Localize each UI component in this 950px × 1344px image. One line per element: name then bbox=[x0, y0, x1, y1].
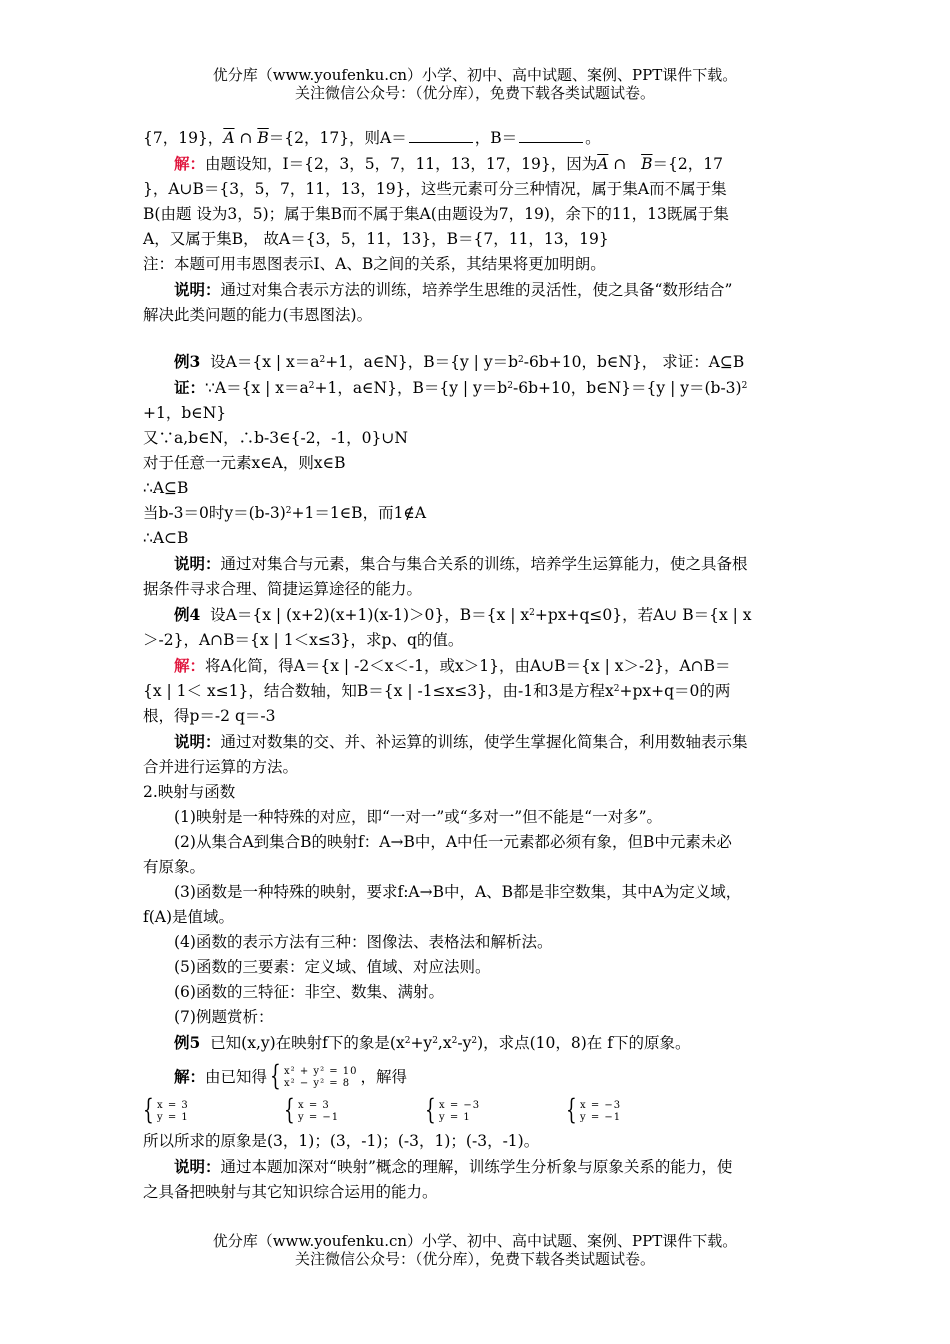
section-2-item-5: (5)函数的三要素：定义域、值域、对应法则。 bbox=[174, 958, 491, 976]
proof-label: 证： bbox=[174, 378, 206, 397]
solution-system-1: { x = 3 y = 1 bbox=[143, 1093, 189, 1126]
example-label: 例3 bbox=[174, 352, 201, 371]
ex2-solution-line-4: A，又属于集B， 故A＝{3，5，11，13}，B＝{7，11，13，19} bbox=[143, 230, 609, 248]
brace-icon: { bbox=[566, 1093, 577, 1126]
ex2-question-line: {7，19}，$\overline{A}$ ∩ $\overline{B}=\{2$，17}，则A＝ ，B＝ 。 bbox=[143, 129, 601, 147]
ex2-explanation-line-2: 解决此类问题的能力(韦恩图法)。 bbox=[143, 306, 373, 324]
section-2-item-2-cont: 有原象。 bbox=[143, 858, 206, 876]
section-2-item-1: (1)映射是一种特殊的对应，即“一对一”或“多对一”但不能是“一对多”。 bbox=[174, 808, 663, 826]
spacer bbox=[143, 328, 805, 349]
answer-blank-a bbox=[409, 128, 473, 143]
ex2-solution-line-2: }，A∪B＝{3，5，7，11，13，19}，这些元素可分三种情况，属于集A而不属于集 bbox=[143, 180, 727, 198]
ex4-solution-line-1: 解：将A化简，得A＝{x | -2＜x＜-1，或x＞1}，由A∪B＝{x | x＞-2}，A∩B＝ bbox=[174, 656, 731, 675]
brace-icon: { bbox=[425, 1093, 436, 1126]
page-header bbox=[0, 66, 950, 102]
section-2-item-7: (7)例题赏析： bbox=[174, 1008, 274, 1026]
solution-system-4: { x = −3 y = −1 bbox=[566, 1093, 622, 1126]
section-2-title: 2.映射与函数 bbox=[143, 783, 236, 801]
explanation-label: 说明： bbox=[174, 1157, 221, 1176]
section-2-item-6: (6)函数的三特征：非空、数集、满射。 bbox=[174, 983, 444, 1001]
ex3-proof-line-7: ∴A⊂B bbox=[143, 529, 189, 547]
ex3-proof-line-2: +1，b∈N} bbox=[143, 404, 227, 422]
section-2-item-4: (4)函数的表示方法有三种：图像法、表格法和解析法。 bbox=[174, 933, 553, 951]
ex5-result: 所以所求的原象是(3，1)；(3，-1)；(-3，1)；(-3，-1)。 bbox=[143, 1132, 540, 1150]
example-label: 例5 bbox=[174, 1033, 201, 1052]
ex4-solution-line-3: 根，得p＝-2 q＝-3 bbox=[143, 707, 276, 725]
section-2-item-3: (3)函数是一种特殊的映射，要求f:A→B中，A、B都是非空数集，其中A为定义域， bbox=[174, 883, 742, 901]
ex2-explanation-line-1: 说明：通过对集合表示方法的训练，培养学生思维的灵活性，使之具备“数形结合” bbox=[174, 280, 733, 299]
complement-b: $\overline{B}$ bbox=[257, 129, 269, 147]
ex4-explanation-line-1: 说明：通过对数集的交、并、补运算的训练，使学生掌握化简集合，利用数轴表示集 bbox=[174, 732, 748, 751]
explanation-label: 说明： bbox=[174, 554, 221, 573]
footer-line-1: 优分库（www.youfenku.cn）小学、初中、高中试题、案例、PPT课件下载。 bbox=[212, 1232, 738, 1250]
solution-system-3: { x = −3 y = 1 bbox=[425, 1093, 481, 1126]
brace-icon: { bbox=[284, 1093, 295, 1126]
solution-label: 解： bbox=[174, 154, 206, 173]
explanation-label: 说明： bbox=[174, 280, 221, 299]
section-2-item-3-cont: f(A)是值域。 bbox=[143, 908, 235, 926]
ex3-proof-line-4: 对于任意一元素x∈A，则x∈B bbox=[143, 454, 346, 472]
ex5-solution-line-1: 解：由已知得 { x² + y² = 10 x² − y² = 8 ，解得 bbox=[174, 1059, 408, 1092]
solution-system-2: { x = 3 y = −1 bbox=[284, 1093, 340, 1126]
ex3-question: 例3 设A＝{x | $x=a^2+1$，a∈N}，B＝{y | $y=b^2-6b+10$，b∈N}， 求证：A⊆B bbox=[174, 352, 745, 371]
ex4-question-line-1: 例4 设A＝{x | (x+2)(x+1)(x-1)＞0}，B＝{x | $x^2+px+q\le 0$}，若A∪ B＝{x | x bbox=[174, 605, 752, 624]
ex2-note: 注：本题可用韦恩图表示I、A、B之间的关系，其结果将更加明朗。 bbox=[143, 255, 606, 273]
complement-a: $\overline{A}$ bbox=[223, 129, 235, 147]
solution-label: 解： bbox=[174, 656, 206, 675]
header-line-1: 优分库（www.youfenku.cn）小学、初中、高中试题、案例、PPT课件下载。 bbox=[212, 66, 738, 84]
ex4-explanation-line-2: 合并进行运算的方法。 bbox=[143, 758, 299, 776]
ex3-proof-line-3: 又∵a,b∈N，∴b-3∈{-2，-1，0}∪N bbox=[143, 429, 408, 447]
ex5-explanation-line-2: 之具备把映射与其它知识综合运用的能力。 bbox=[143, 1183, 438, 1201]
ex3-proof-line-1: 证：∵A＝{x | $x=a^2+1$，a∈N}，B＝{y | $y=b^2-6b+10$，b∈N}＝{y | $y=(b-3)^2$ bbox=[174, 378, 748, 397]
brace-icon: { bbox=[270, 1059, 281, 1092]
ex5-question: 例5 已知(x,y)在映射f下的象是$(x^2+y^2,x^2-y^2)$，求点(10，8)在 f下的原象。 bbox=[174, 1033, 691, 1052]
ex3-proof-line-6: 当b-3＝0时$y=(b-3)^2+1=1\in B$，而1∉A bbox=[143, 504, 427, 522]
ex5-explanation-line-1: 说明：通过本题加深对“映射”概念的理解，训练学生分析象与原象关系的能力，使 bbox=[174, 1157, 733, 1176]
explanation-label: 说明： bbox=[174, 732, 221, 751]
equation-system: { x² + y² = 10 x² − y² = 8 bbox=[270, 1059, 358, 1092]
ex5-solutions-row bbox=[143, 1093, 805, 1129]
page-footer bbox=[0, 1232, 950, 1268]
footer-line-2: 关注微信公众号：（优分库），免费下载各类试题试卷。 bbox=[294, 1250, 655, 1268]
document-body bbox=[143, 126, 805, 1205]
ex3-explanation-line-1: 说明：通过对集合与元素，集合与集合关系的训练，培养学生运算能力，使之具备根 bbox=[174, 554, 748, 573]
example-label: 例4 bbox=[174, 605, 201, 624]
solution-label: 解： bbox=[174, 1067, 206, 1086]
header-line-2: 关注微信公众号：（优分库），免费下载各类试题试卷。 bbox=[294, 84, 655, 102]
section-2-item-2: (2)从集合A到集合B的映射f：A→B中，A中任一元素都必须有象，但B中元素未必 bbox=[174, 833, 732, 851]
ex2-solution-line-3: B(由题 设为3，5)；属于集B而不属于集A(由题设为7，19)，余下的11，13既属于集 bbox=[143, 205, 729, 223]
brace-icon: { bbox=[143, 1093, 154, 1126]
answer-blank-b bbox=[519, 128, 583, 143]
ex3-proof-line-5: ∴A⊆B bbox=[143, 479, 189, 497]
ex4-question-line-2: ＞-2}，A∩B＝{x | 1＜x≤3}，求p、q的值。 bbox=[143, 631, 464, 649]
ex3-explanation-line-2: 据条件寻求合理、简捷运算途径的能力。 bbox=[143, 580, 423, 598]
ex2-solution-line-1: 解：由题设知，I＝{2，3，5，7，11，13，17，19}，因为$\overline{A}$ ∩ $\overline{B}=\{2$，17 bbox=[174, 154, 723, 173]
ex4-solution-line-2: {x | 1＜ x≤1}，结合数轴，知B＝{x | -1≤x≤3}，由-1和3是方程$x^2+px+q=0$的两 bbox=[143, 682, 731, 700]
